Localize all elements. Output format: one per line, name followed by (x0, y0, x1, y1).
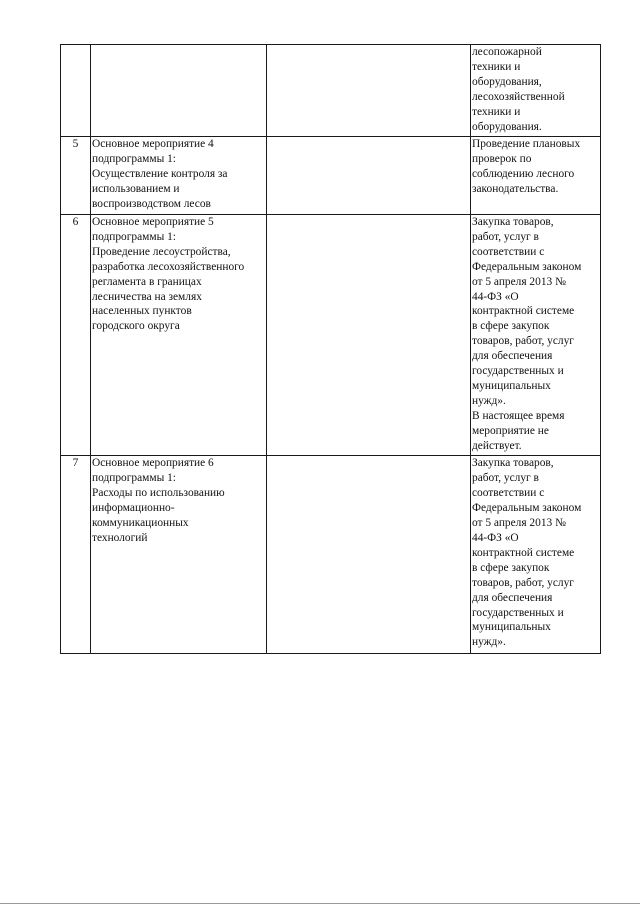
table-row-6 (61, 214, 601, 456)
empty-cell (267, 214, 471, 456)
row-number-cell: 7 (61, 456, 91, 654)
measure-name-cell (91, 45, 267, 137)
empty-cell (267, 456, 471, 654)
table-row-continuation (61, 45, 601, 137)
row-number-cell: 6 (61, 214, 91, 456)
measure-name-cell: Основное мероприятие 5 подпрограммы 1: Проведение лесоустройства, разработка лесохозяйственного регламента в границах лесничества на землях населенных пунктов городского округа (91, 214, 267, 456)
measure-name-cell: Основное мероприятие 4 подпрограммы 1: Осуществление контроля за использованием и воспроизводством лесов (91, 137, 267, 215)
expected-result-cell: Закупка товаров, работ, услуг в соответствии с Федеральным законом от 5 апреля 2013 № 44-ФЗ «О контрактной системе в сфере закупок товаров, работ, услуг для обеспечения государственных и муниципальных нужд». В настоящее время мероприятие не действует. (471, 214, 601, 456)
expected-result-cell: Проведение плановых проверок по соблюдению лесного законодательства. (471, 137, 601, 215)
empty-cell (267, 45, 471, 137)
empty-cell (267, 137, 471, 215)
measure-name-cell: Основное мероприятие 6 подпрограммы 1: Расходы по использованию информационно- коммуникационных технологий (91, 456, 267, 654)
expected-result-cell: Закупка товаров, работ, услуг в соответствии с Федеральным законом от 5 апреля 2013 № 44-ФЗ «О контрактной системе в сфере закупок товаров, работ, услуг для обеспечения государственных и муниципальных нужд». (471, 456, 601, 654)
page-bottom-rule (0, 903, 640, 904)
table-row-7 (61, 456, 601, 654)
row-number-cell (61, 45, 91, 137)
table-row-5 (61, 137, 601, 215)
measures-table (60, 44, 601, 654)
expected-result-cell: лесопожарной техники и оборудования, лесохозяйственной техники и оборудования. (471, 45, 601, 137)
row-number-cell: 5 (61, 137, 91, 215)
